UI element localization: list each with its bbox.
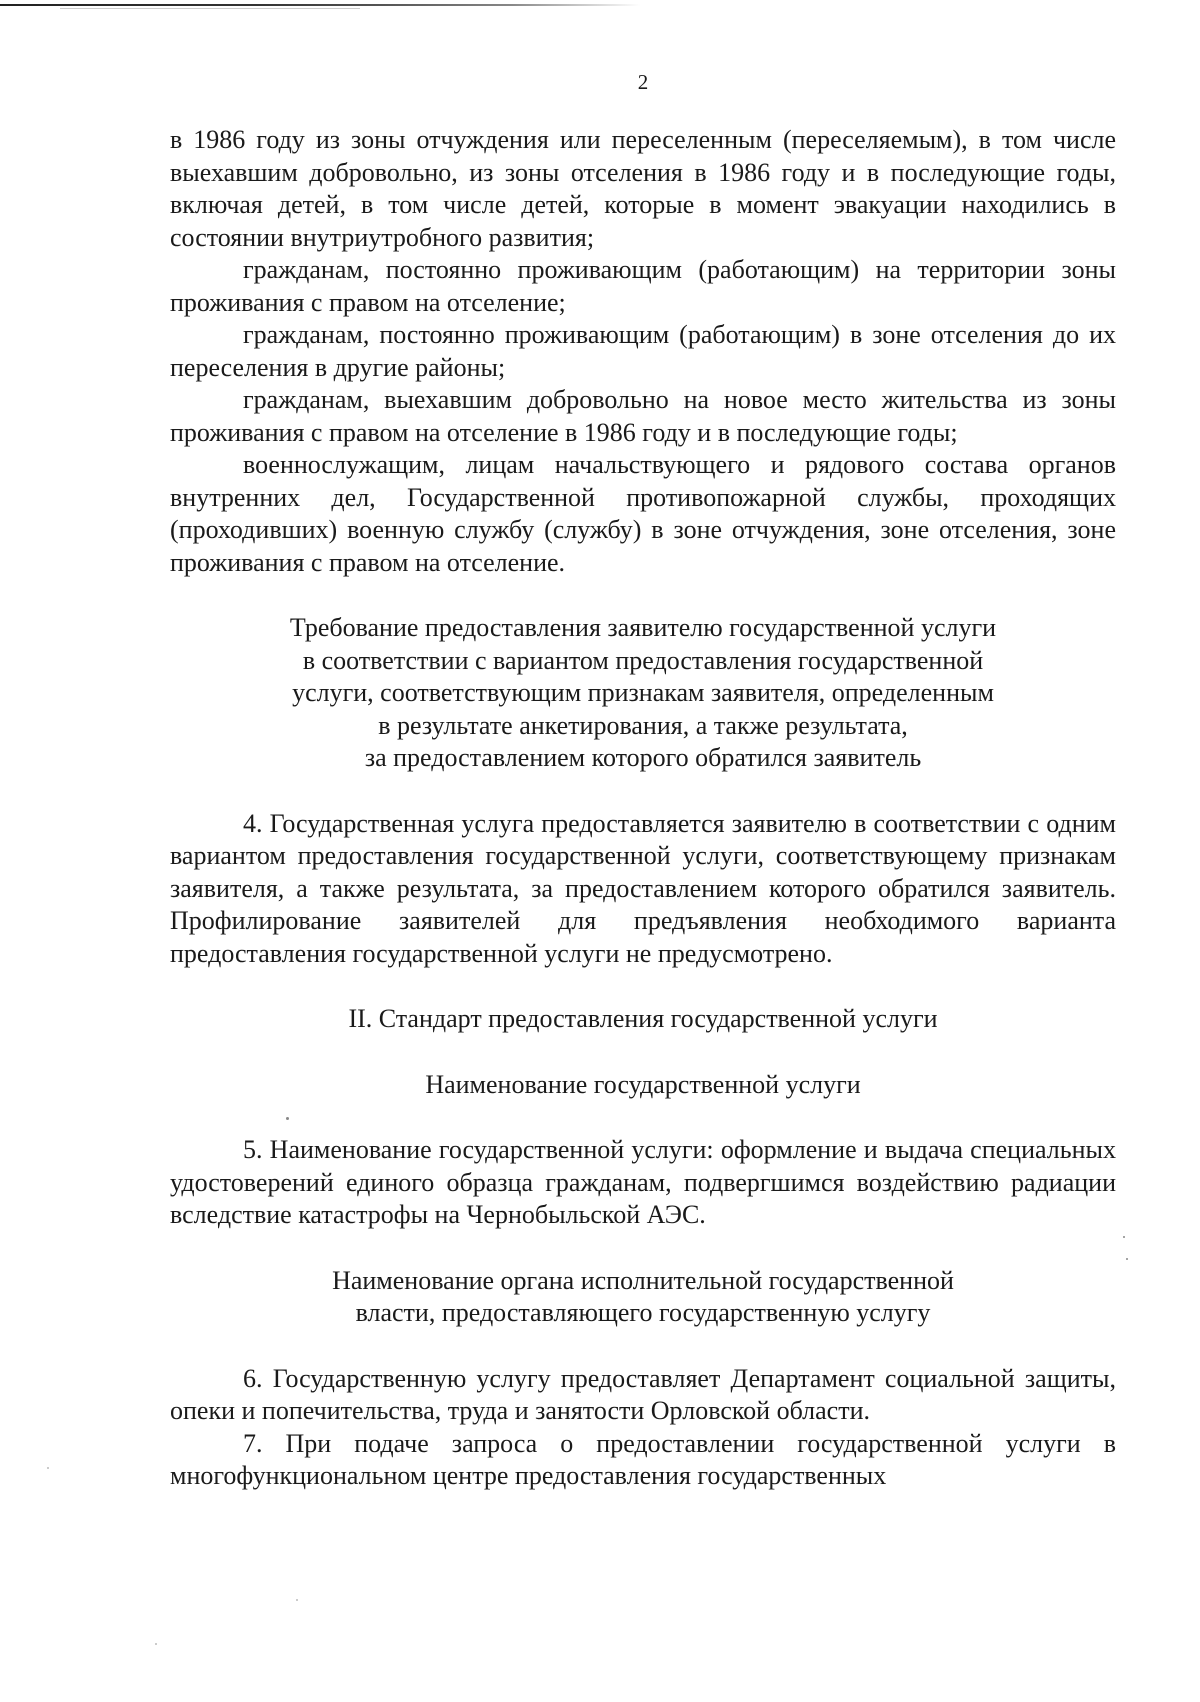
scan-speck [1123,1236,1125,1238]
heading-line: Требование предоставления заявителю государственной услуги [289,613,997,642]
scan-artifact-top-line-faint [60,8,360,9]
paragraph-list-item-3: гражданам, постоянно проживающим (работающим) в зоне отселения до их переселения в другие районы; [170,320,1116,382]
heading-line: в соответствии с вариантом предоставления государственной [302,645,984,675]
section-title: II. Стандарт предоставления государственной услуги [348,1004,938,1033]
document-body [170,124,1116,1493]
scan-speck [296,1599,298,1601]
paragraph-4: 4. Государственная услуга предоставляется заявителю в соответствии с одним вариантом предоставления государственной услуги, соответствующему признакам заявителя, а также результата, за предоставлением которого обратился заявитель. Профилирование заявителей для предъявления необходимого варианта предоставления государственной услуги не предусмотрено. [170,808,1116,968]
scan-speck [286,1117,289,1120]
heading-service-name: Наименование государственной услуги [425,1069,861,1099]
paragraph-list-item-4: гражданам, выехавшим добровольно на новое место жительства из зоны проживания с правом на отселение в 1986 году и в последующие годы; [170,385,1116,447]
heading-line: в результате анкетирования, а также результата, [378,710,908,740]
paragraph-list-item-5: военнослужащим, лицам начальствующего и рядового состава органов внутренних дел, Государственной противопожарной службы, проходящих (проходивших) военную службу (службу) в зоне отчуждения, зоне отселения, зоне проживания с правом на отселение. [170,450,1116,577]
page-number: 2 [637,70,649,94]
heading-line: услуги, соответствующим признакам заявителя, определенным [292,678,994,707]
heading-authority-name [170,1265,1116,1330]
paragraph-6: 6. Государственную услугу предоставляет Департамент социальной защиты, опеки и попечительства, труда и занятости Орловской области. [170,1363,1116,1425]
scan-speck [155,1643,157,1645]
heading-line: власти, предоставляющего государственную услугу [355,1298,931,1327]
scan-artifact-top-line [0,4,640,6]
heading-variant-requirement [170,612,1116,775]
heading-line: за предоставлением которого обратился заявитель [364,743,922,772]
heading-line: Наименование органа исполнительной государственной [332,1265,954,1295]
paragraph-7: 7. При подаче запроса о предоставлении государственной услуги в многофункциональном центре предоставления государственных [170,1428,1116,1490]
paragraph-5: 5. Наименование государственной услуги: оформление и выдача специальных удостоверений единого образца гражданам, подвергшимся воздействию радиации вследствие катастрофы на Чернобыльской АЭС. [170,1135,1116,1229]
scan-speck [1126,1258,1128,1260]
paragraph-continuation: в 1986 году из зоны отчуждения или переселенным (переселяемым), в том числе выехавшим добровольно, из зоны отселения в 1986 году и в последующие годы, включая детей, в том числе детей, которые в момент эвакуации находились в состоянии внутриутробного развития; [170,125,1116,252]
paragraph-list-item-2: гражданам, постоянно проживающим (работающим) на территории зоны проживания с правом на отселение; [170,255,1116,317]
scan-speck [47,1467,49,1469]
